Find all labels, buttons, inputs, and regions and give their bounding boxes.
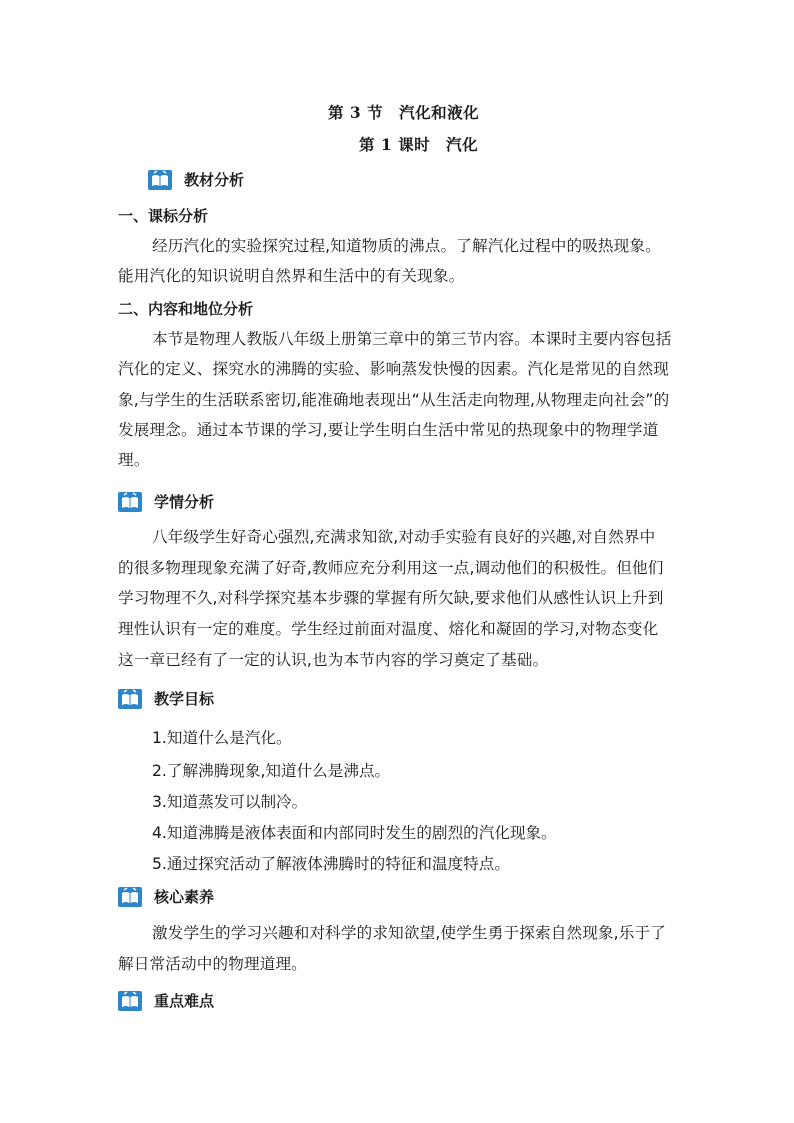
open-book-icon [148, 170, 172, 190]
paragraph-line: 激发学生的学习兴趣和对科学的求知欲望,使学生勇于探索自然现象,乐于了 [152, 924, 667, 942]
paragraph-line: 发展理念。通过本节课的学习,要让学生明白生活中常见的热现象中的物理学道 [118, 421, 659, 439]
subsection-title: 一、课标分析 [118, 207, 209, 225]
list-item: 3.知道蒸发可以制冷。 [152, 793, 308, 811]
section-heading-literacy [118, 886, 214, 907]
paragraph-line: 八年级学生好奇心强烈,充满求知欲,对动手实验有良好的兴趣,对自然界中 [152, 528, 656, 546]
paragraph-line: 汽化的定义、探究水的沸腾的实验、影响蒸发快慢的因素。汽化是常见的自然现 [118, 360, 670, 378]
open-book-icon [118, 887, 142, 907]
paragraph-line: 理。 [118, 451, 150, 469]
section-heading-textbook [148, 169, 244, 190]
section-label: 学情分析 [154, 493, 215, 511]
list-item: 4.知道沸腾是液体表面和内部同时发生的剧烈的汽化现象。 [152, 824, 557, 842]
paragraph-line: 学习物理不久,对科学探究基本步骤的掌握有所欠缺,要求他们从感性认识上升到 [118, 589, 664, 607]
paragraph-line: 这一章已经有了一定的认识,也为本节内容的学习奠定了基础。 [118, 651, 549, 669]
list-item: 2.了解沸腾现象,知道什么是沸点。 [152, 762, 391, 780]
open-book-icon [118, 689, 142, 709]
paragraph-line: 本节是物理人教版八年级上册第三章中的第三节内容。本课时主要内容包括 [152, 330, 672, 348]
list-item: 1.知道什么是汽化。 [152, 729, 292, 747]
section-label: 核心素养 [154, 888, 215, 906]
section-label: 重点难点 [154, 992, 215, 1010]
section-label: 教学目标 [154, 690, 215, 708]
section-heading-goals [118, 688, 214, 709]
section-heading-learner [118, 491, 214, 512]
section-label: 教材分析 [184, 171, 245, 189]
paragraph-line: 象,与学生的生活联系密切,能准确地表现出“从生活走向物理,从物理走向社会”的 [118, 391, 670, 409]
paragraph-line: 理性认识有一定的难度。学生经过前面对温度、熔化和凝固的学习,对物态变化 [118, 620, 659, 638]
lesson-subtitle: 第 1 课时 汽化 [359, 135, 479, 154]
section-heading-keypoints [118, 990, 214, 1011]
lesson-title: 第 3 节 汽化和液化 [328, 103, 480, 122]
list-item: 5.通过探究活动了解液体沸腾时的特征和温度特点。 [152, 855, 510, 873]
paragraph-line: 能用汽化的知识说明自然界和生活中的有关现象。 [118, 267, 465, 285]
paragraph-line: 解日常活动中的物理道理。 [118, 955, 307, 973]
open-book-icon [118, 991, 142, 1011]
open-book-icon [118, 492, 142, 512]
paragraph-line: 的很多物理现象充满了好奇,教师应充分利用这一点,调动他们的积极性。但他们 [118, 559, 664, 577]
paragraph-line: 经历汽化的实验探究过程,知道物质的沸点。了解汽化过程中的吸热现象。 [152, 237, 661, 255]
subsection-title: 二、内容和地位分析 [118, 300, 254, 318]
